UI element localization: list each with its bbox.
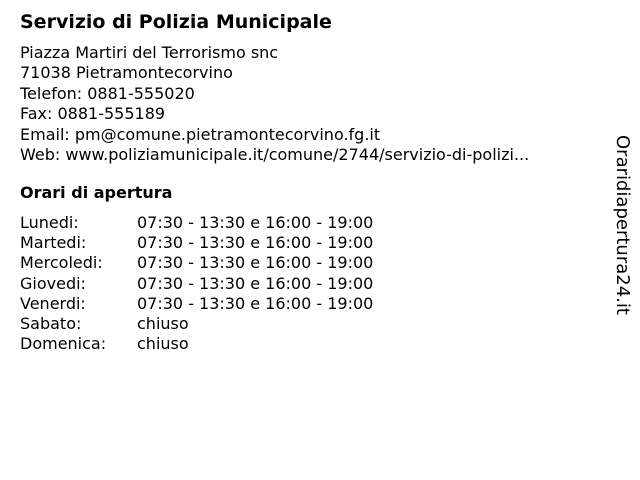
contact-info — [20, 43, 529, 165]
phone-number: Telefon: 0881-555020 — [20, 83, 195, 103]
hours-day: Domenica: — [20, 334, 107, 354]
hours-time: chiuso — [137, 334, 189, 354]
web-address: Web: www.poliziamunicipale.it/comune/2744/servizio-di-polizi... — [20, 145, 530, 165]
email-address: Email: pm@comune.pietramontecorvino.fg.it — [20, 124, 381, 144]
address-city: 71038 Pietramontecorvino — [20, 63, 233, 83]
hours-time: 07:30 - 13:30 e 16:00 - 19:00 — [137, 293, 374, 313]
hours-time: 07:30 - 13:30 e 16:00 - 19:00 — [137, 273, 374, 293]
hours-time: chiuso — [137, 313, 189, 333]
hours-day: Martedi: — [20, 233, 87, 253]
opening-hours-heading: Orari di apertura — [20, 183, 173, 202]
hours-day: Venerdi: — [20, 293, 86, 313]
hours-time: 07:30 - 13:30 e 16:00 - 19:00 — [137, 253, 374, 273]
hours-day: Lunedi: — [20, 213, 79, 232]
page-title: Servizio di Polizia Municipale — [20, 11, 332, 33]
site-brand-label: Oraridiapertura24.it — [612, 135, 633, 315]
address-street: Piazza Martiri del Terrorismo snc — [20, 43, 279, 62]
hours-day: Mercoledi: — [20, 253, 103, 273]
hours-time: 07:30 - 13:30 e 16:00 - 19:00 — [137, 213, 374, 232]
hours-day: Sabato: — [20, 313, 82, 333]
hours-time: 07:30 - 13:30 e 16:00 - 19:00 — [137, 233, 374, 253]
site-brand-watermark — [612, 135, 633, 315]
fax-number: Fax: 0881-555189 — [20, 104, 166, 124]
hours-day: Giovedi: — [20, 273, 86, 293]
